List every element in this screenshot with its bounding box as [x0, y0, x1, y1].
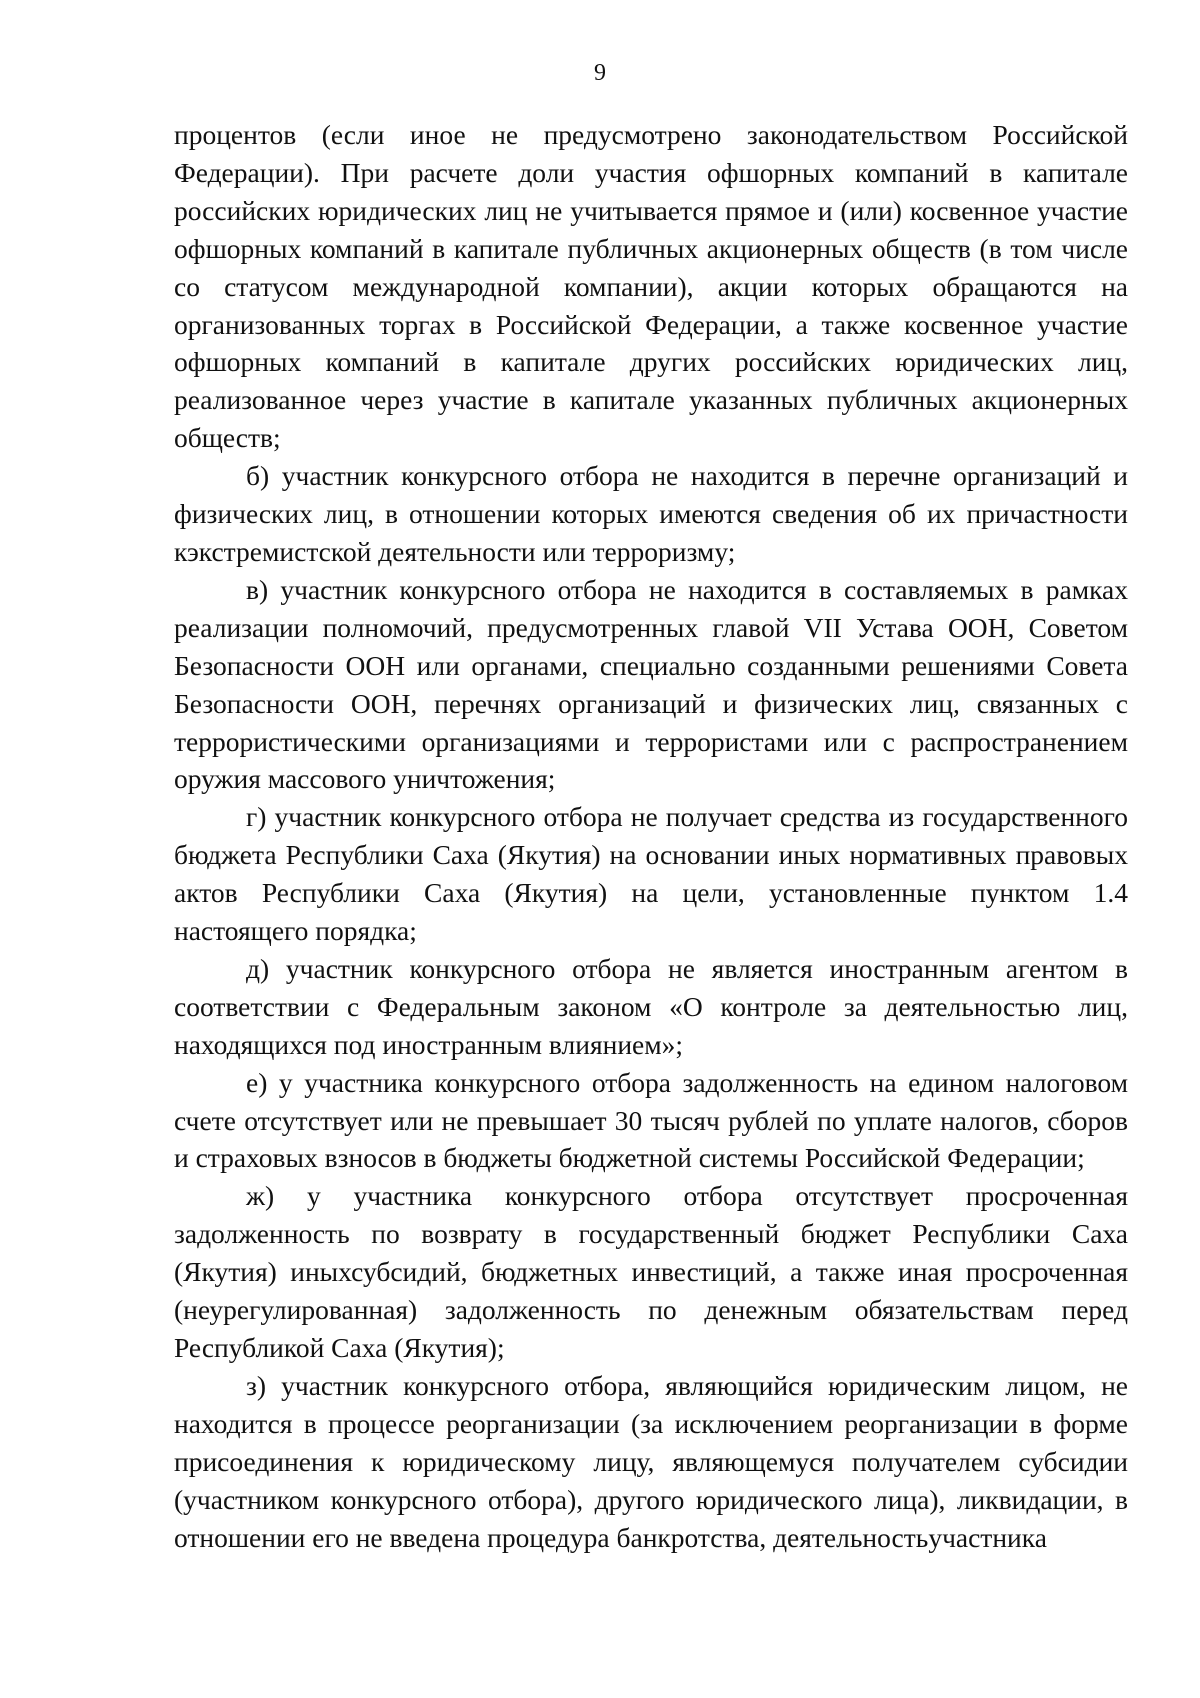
paragraph-item-e: е) у участника конкурсного отбора задолженность на едином налоговом счете отсутствует или не превышает 30 тысяч рублей по уплате налогов, сборов и страховых взносов в бюджеты бюджетной системы Российской Федерации; [174, 1066, 1128, 1174]
document-body [174, 116, 1128, 1556]
paragraph-item-zh: ж) у участника конкурсного отбора отсутствует просроченная задолженность по возврату в государственный бюджет Республики Саха (Якутия) иныхсубсидий, бюджетных инвестиций, а также иная просроченная (неурегулированная) задолженность по денежным обязательствам перед Республикой Саха (Якутия); [174, 1180, 1128, 1363]
paragraph-item-v: в) участник конкурсного отбора не находится в составляемых в рамках реализации полномочий, предусмотренных главой VII Устава ООН, Советом Безопасности ООН или органами, специально созданными решениями Совета Безопасности ООН, перечнях организаций и физических лиц, связанных с террористическими организациями и террористами или с распространением оружия массового уничтожения; [174, 573, 1128, 795]
paragraph-item-d: д) участник конкурсного отбора не является иностранным агентом в соответствии с Федеральным законом «О контроле за деятельностью лиц, находящихся под иностранным влиянием»; [174, 952, 1128, 1060]
paragraph-item-z: з) участник конкурсного отбора, являющийся юридическим лицом, не находится в процессе реорганизации (за исключением реорганизации в форме присоединения к юридическому лицу, являющемуся получателем субсидии (участником конкурсного отбора), другого юридического лица), ликвидации, в отношении его не введена процедура банкротства, деятельностьучастника [174, 1369, 1128, 1553]
paragraph-item-g: г) участник конкурсного отбора не получает средства из государственного бюджета Республики Саха (Якутия) на основании иных нормативных правовых актов Республики Саха (Якутия) на цели, установленные пунктом 1.4 настоящего порядка; [174, 801, 1128, 947]
paragraph-item-b: б) участник конкурсного отбора не находится в перечне организаций и физических лиц, в отношении которых имеются сведения об их причастности кэкстремистской деятельности или терроризму; [174, 460, 1128, 567]
page-number: 9 [594, 60, 606, 86]
paragraph-continuation: процентов (если иное не предусмотрено законодательством Российской Федерации). При расчете доли участия офшорных компаний в капитале российских юридических лиц не учитывается прямое и (или) косвенное участие офшорных компаний в капитале публичных акционерных обществ (в том числе со статусом международной компании), акции которых обращаются на организованных торгах в Российской Федерации, а также косвенное участие офшорных компаний в капитале других российских юридических лиц, реализованное через участие в капитале указанных публичных акционерных обществ; [174, 119, 1128, 454]
